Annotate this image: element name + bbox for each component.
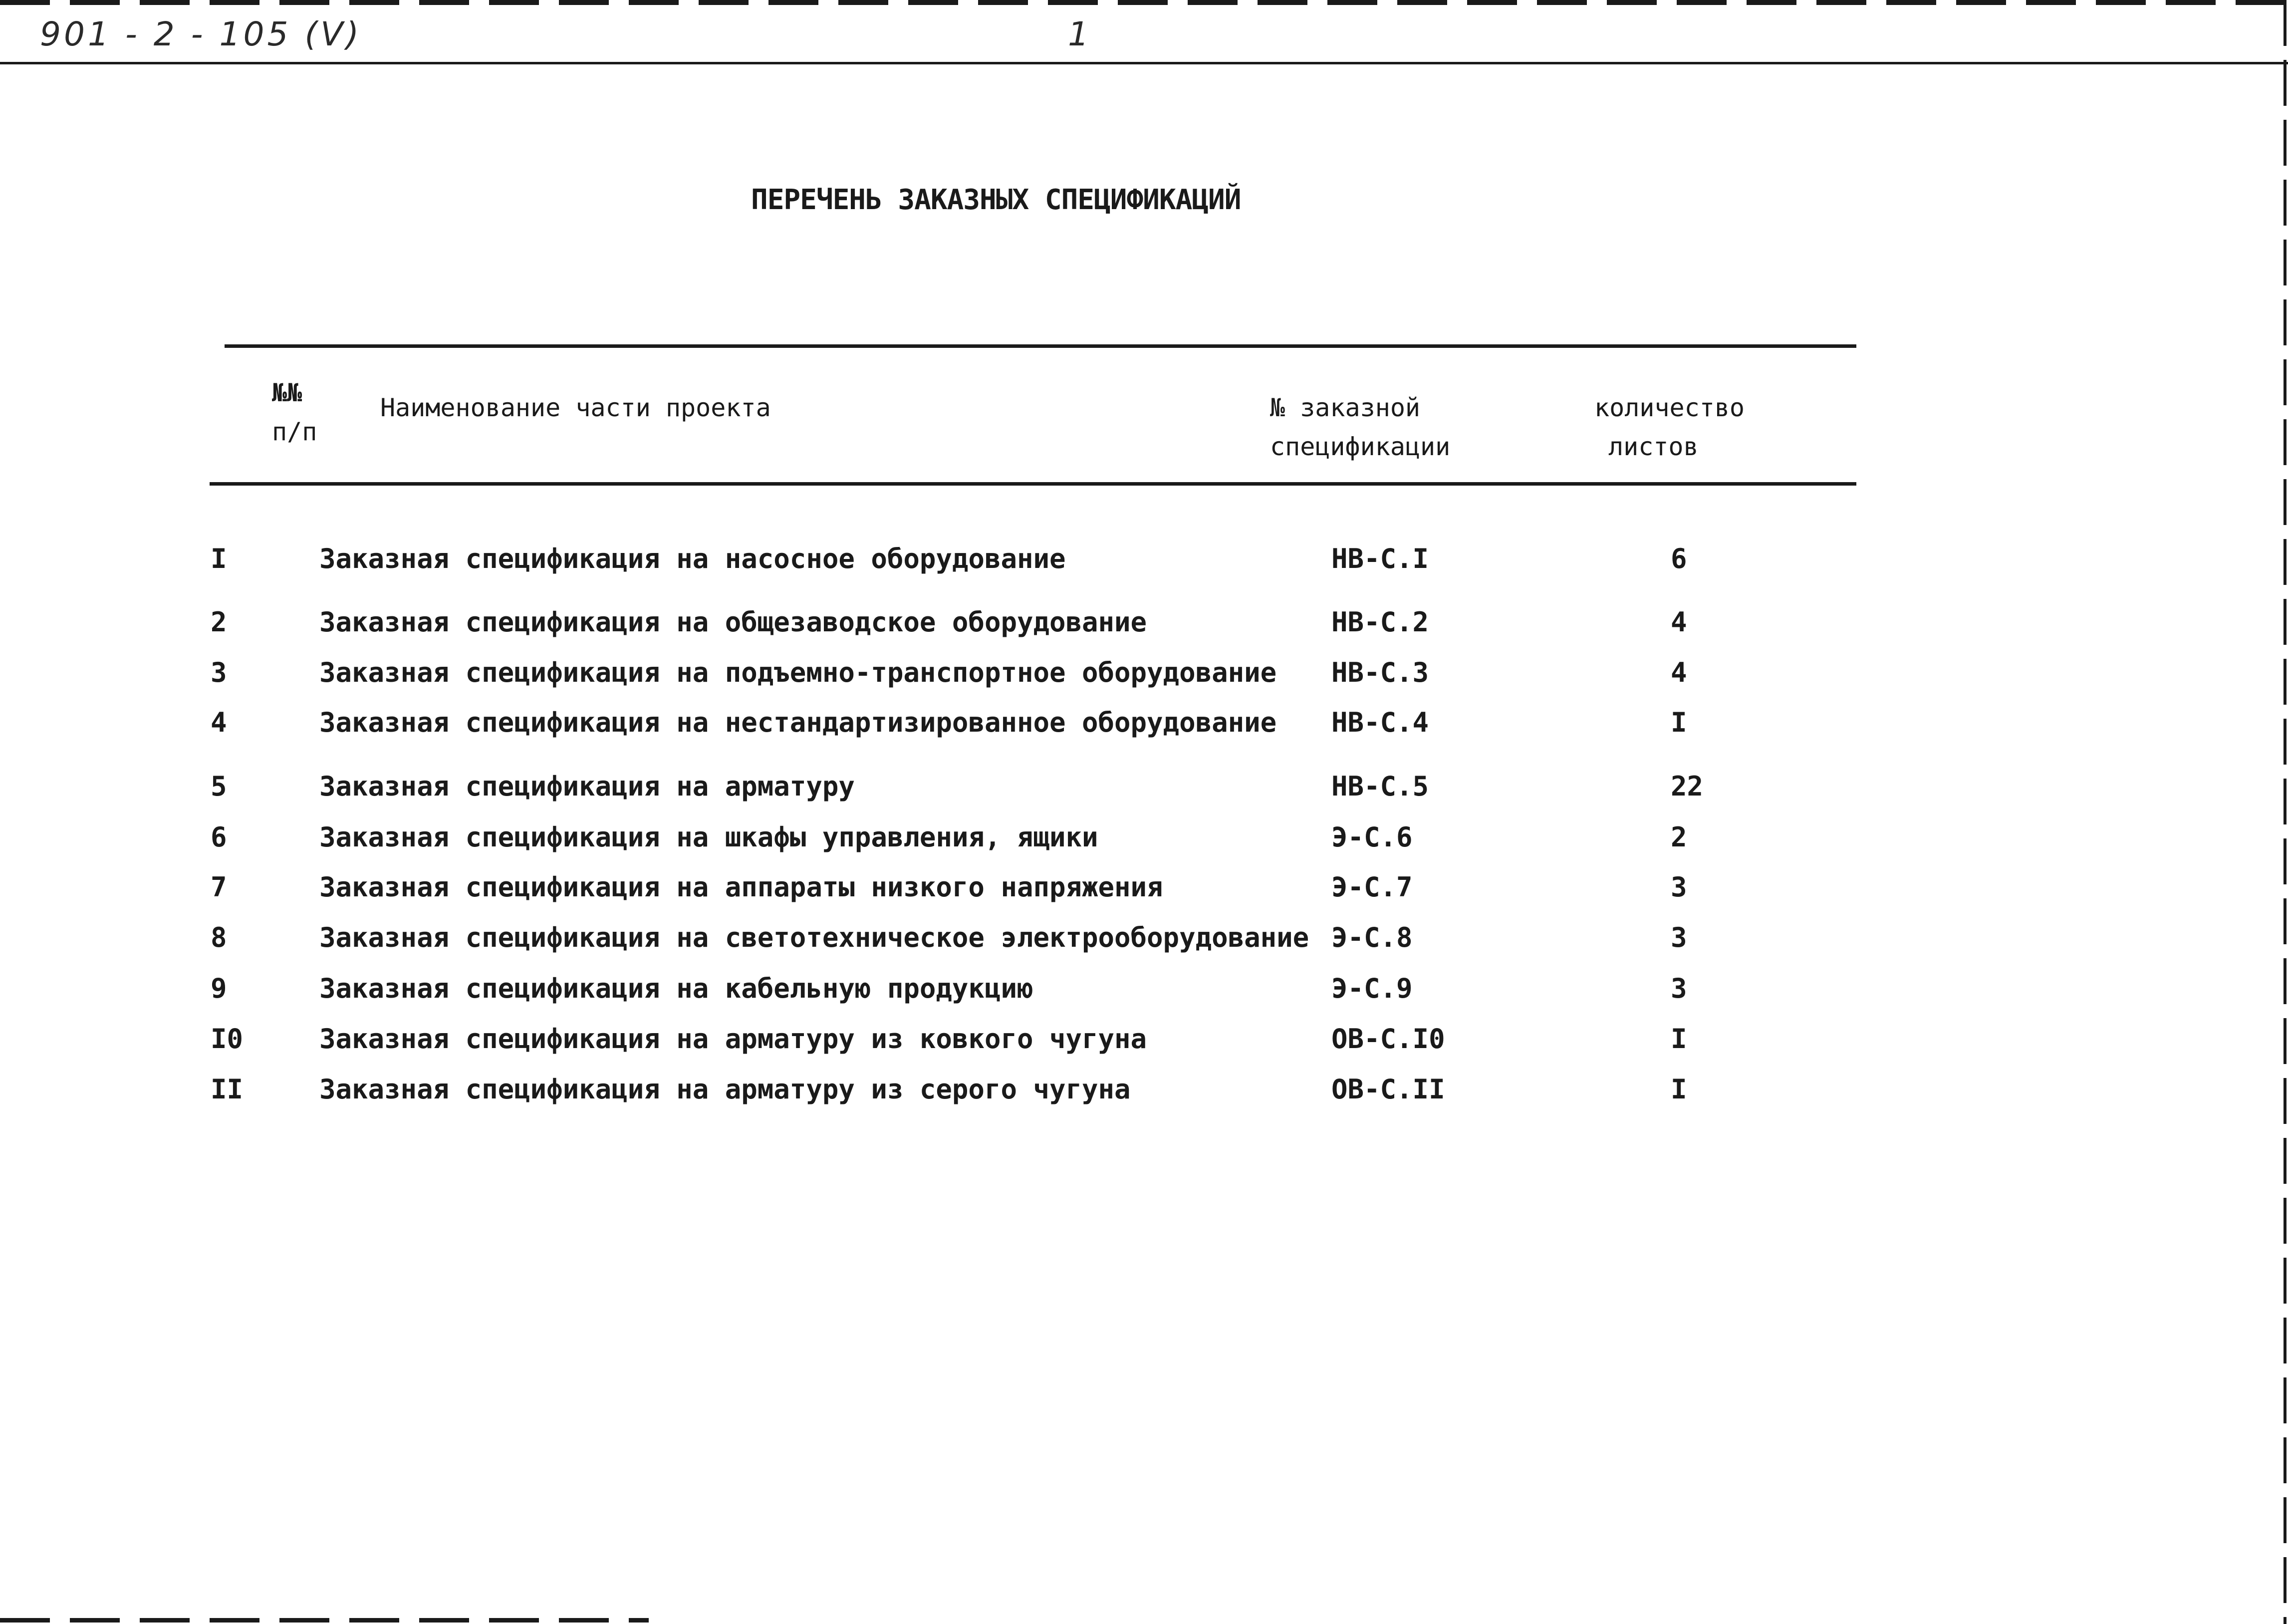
row-spec: НВ-С.5 [1331, 771, 1429, 802]
row-number: 2 [211, 606, 227, 638]
column-header-spec [1270, 388, 1450, 466]
column-header-quantity-line2: листов [1608, 432, 1699, 461]
column-header-spec-line2: спецификации [1270, 432, 1451, 461]
row-number: I [211, 543, 227, 574]
row-spec: ОВ-С.II [1331, 1074, 1445, 1105]
table-row [0, 769, 2288, 804]
row-spec: НВ-С.3 [1331, 657, 1429, 688]
row-name: Заказная спецификация на кабельную продукцию [319, 973, 1033, 1004]
row-spec: Э-С.6 [1331, 821, 1413, 853]
document-code: 901 - 2 - 105 (V) [40, 15, 362, 53]
row-quantity: 3 [1671, 871, 1687, 903]
table-row [0, 605, 2288, 640]
row-name: Заказная спецификация на арматуру [319, 771, 855, 802]
page-number: 1 [1068, 15, 1089, 53]
row-name: Заказная спецификация на общезаводское оборудование [319, 606, 1147, 638]
row-quantity: I [1671, 707, 1687, 738]
row-name: Заказная спецификация на аппараты низкого напряжения [319, 871, 1163, 903]
row-spec: ОВ-С.I0 [1331, 1023, 1445, 1055]
row-quantity: 6 [1671, 543, 1687, 574]
column-header-number [272, 373, 317, 451]
table-row [0, 541, 2288, 576]
table-row [0, 971, 2288, 1006]
row-number: 3 [211, 657, 227, 688]
table-row [0, 1072, 2288, 1107]
row-name: Заказная спецификация на насосное оборудование [319, 543, 1066, 574]
row-name: Заказная спецификация на подъемно-транспортное оборудование [319, 657, 1277, 688]
row-spec: Э-С.7 [1331, 871, 1413, 903]
column-header-name: Наименование части проекта [380, 393, 771, 422]
row-number: 6 [211, 821, 227, 853]
row-spec: НВ-С.4 [1331, 707, 1429, 738]
column-header-quantity-line1: количество [1594, 393, 1745, 422]
row-spec: НВ-С.I [1331, 543, 1429, 574]
row-quantity: I [1671, 1023, 1687, 1055]
row-number: 8 [211, 922, 227, 953]
row-spec: НВ-С.2 [1331, 606, 1429, 638]
row-number: II [211, 1074, 244, 1105]
row-name: Заказная спецификация на нестандартизированное оборудование [319, 707, 1277, 738]
row-name: Заказная спецификация на шкафы управления, ящики [319, 821, 1098, 853]
row-quantity: 22 [1671, 771, 1704, 802]
right-dashed-border [2284, 0, 2287, 1624]
header-rule [0, 62, 2288, 64]
row-quantity: 4 [1671, 657, 1687, 688]
table-row [0, 920, 2288, 955]
row-quantity: 3 [1671, 922, 1687, 953]
row-number: 4 [211, 707, 227, 738]
table-row [0, 705, 2288, 740]
row-quantity: 2 [1671, 821, 1687, 853]
row-spec: Э-С.9 [1331, 973, 1413, 1004]
row-name: Заказная спецификация на светотехническое электрооборудование [319, 922, 1309, 953]
row-name: Заказная спецификация на арматуру из серого чугуна [319, 1074, 1131, 1105]
page-title: ПЕРЕЧЕНЬ ЗАКАЗНЫХ СПЕЦИФИКАЦИЙ [751, 184, 1241, 216]
row-number: I0 [211, 1023, 244, 1055]
row-quantity: 4 [1671, 606, 1687, 638]
column-header-quantity [1594, 388, 1745, 466]
row-number: 9 [211, 973, 227, 1004]
row-quantity: 3 [1671, 973, 1687, 1004]
table-row [0, 655, 2288, 690]
column-header-number-line1: №№ [272, 378, 302, 407]
row-name: Заказная спецификация на арматуру из ковкого чугуна [319, 1023, 1147, 1055]
top-dashed-border [0, 0, 2288, 5]
row-number: 5 [211, 771, 227, 802]
column-header-spec-line1: № заказной [1270, 393, 1421, 422]
table-header-rule [210, 482, 1856, 486]
row-spec: Э-С.8 [1331, 922, 1413, 953]
table-top-rule [225, 344, 1856, 348]
bottom-dashed-border [0, 1618, 649, 1623]
column-header-number-line2: п/п [272, 417, 317, 446]
row-quantity: I [1671, 1074, 1687, 1105]
table-row [0, 820, 2288, 855]
row-number: 7 [211, 871, 227, 903]
table-row [0, 1022, 2288, 1057]
table-row [0, 870, 2288, 905]
